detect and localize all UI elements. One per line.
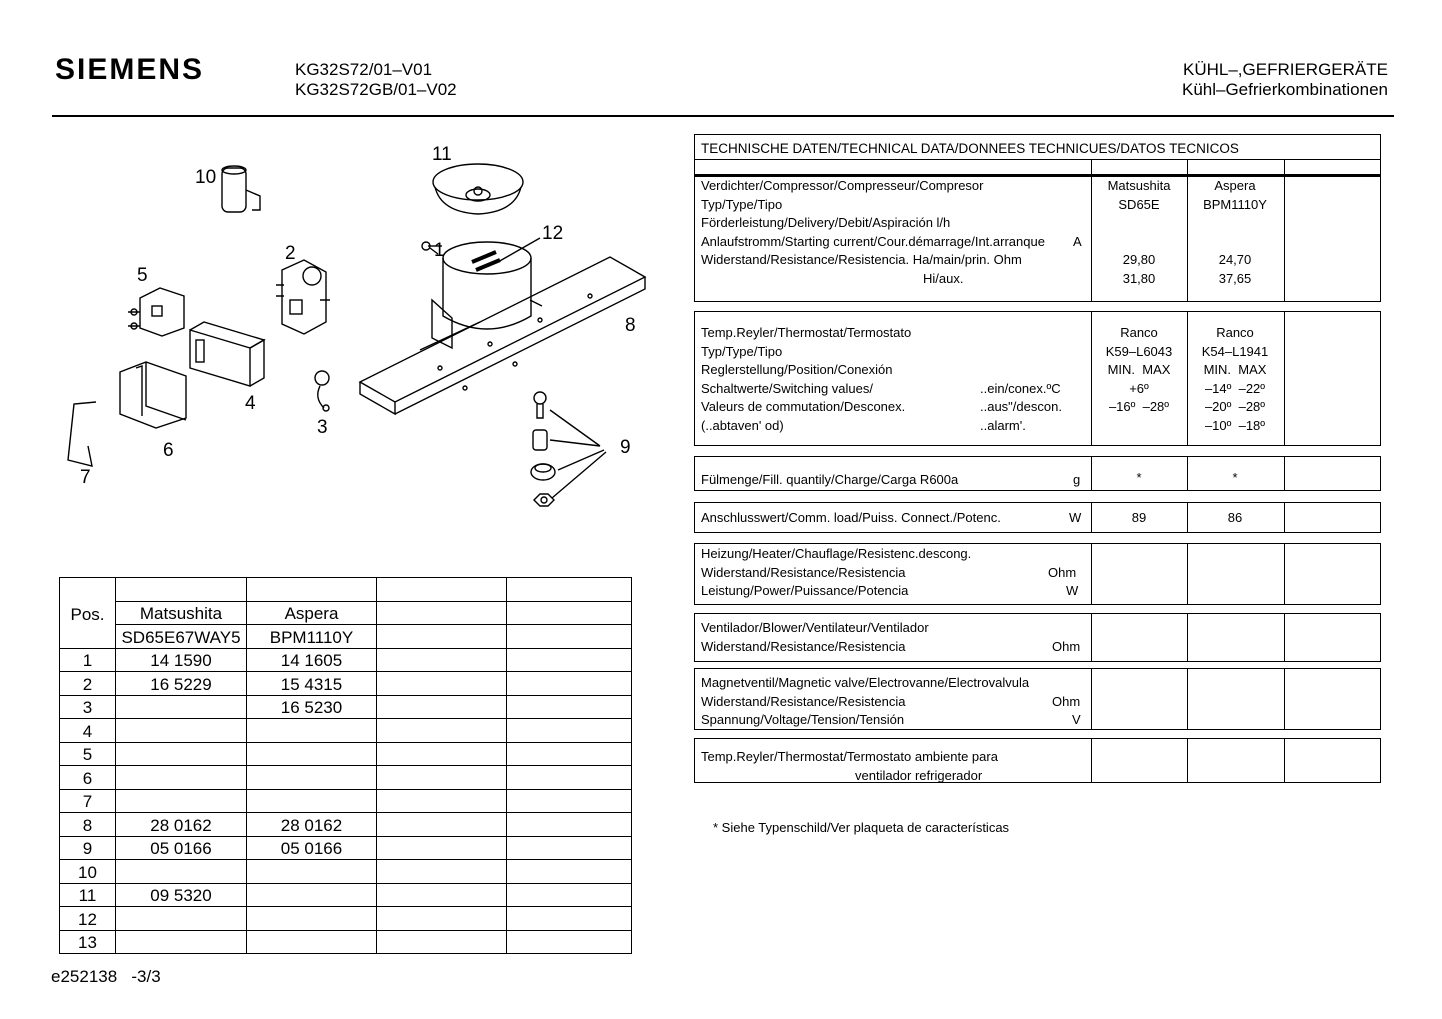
pos-label: Pos.	[60, 601, 116, 625]
thermo-type-label: Typ/Type/Tipo	[701, 343, 783, 359]
parts-brand-row	[60, 601, 632, 625]
resistance-aux-label: Hi/aux.	[923, 270, 964, 286]
parts-rows	[60, 648, 632, 954]
empty-cell	[507, 742, 632, 766]
aspera-part-cell	[247, 719, 377, 743]
empty-cell	[377, 672, 507, 696]
aspera-part-cell	[247, 907, 377, 931]
valve-block	[694, 668, 1381, 730]
pos-cell: 8	[60, 813, 116, 837]
relay-housing-part	[120, 362, 186, 428]
header-spacer	[247, 578, 377, 602]
starting-current-unit: A	[1073, 233, 1082, 249]
pos-cell: 11	[60, 883, 116, 907]
t2-on: –14º –22º	[1204, 380, 1266, 396]
valve-label: Magnetventil/Magnetic valve/Electrovanne/Electrovalvula	[701, 675, 1030, 690]
alarm-label: ..alarm'.	[980, 417, 1026, 433]
aspera-part-cell: 15 4315	[247, 672, 377, 696]
c2-brand: Aspera	[1214, 178, 1256, 193]
empty-cell	[377, 648, 507, 672]
empty-cell	[507, 766, 632, 790]
c1-type: SD65E	[1118, 196, 1160, 212]
header-divider	[52, 115, 1394, 117]
defrost-label: (..abtaven' od)	[701, 417, 784, 433]
t2-brand: Ranco	[1216, 325, 1254, 340]
compressor-label: Verdichter/Compressor/Compresseur/Compresor	[701, 178, 984, 193]
table-row	[60, 813, 632, 837]
callout-7: 7	[80, 467, 91, 488]
empty-cell	[60, 625, 116, 649]
t2-pos: MIN. MAX	[1203, 362, 1267, 377]
c2-type: BPM1110Y	[1203, 196, 1267, 212]
thermostat-block	[694, 311, 1381, 446]
model-1: KG32S72/01–V01	[295, 60, 433, 79]
tech-title-block	[694, 134, 1381, 176]
aspera-part-cell	[247, 860, 377, 884]
model-2: KG32S72GB/01–V02	[295, 80, 457, 99]
empty-cell	[377, 695, 507, 719]
heater-power-unit: W	[1066, 583, 1079, 598]
table-row	[60, 672, 632, 696]
table-row	[60, 883, 632, 907]
matsushita-part-cell: 09 5320	[116, 883, 247, 907]
empty-cell	[377, 836, 507, 860]
empty-cell	[507, 930, 632, 954]
category-title	[1182, 60, 1388, 100]
heater-label: Heizung/Heater/Chauflage/Resistenc.descong.	[701, 546, 972, 561]
thermostat-label: Temp.Reyler/Thermostat/Termostato	[701, 325, 912, 340]
fill-c1: *	[1136, 470, 1142, 485]
heater-resistance-unit: Ohm	[1048, 564, 1077, 580]
load-unit: W	[1069, 510, 1082, 525]
col1-brand: Matsushita	[116, 601, 247, 625]
pos-cell: 5	[60, 742, 116, 766]
empty-cell	[507, 648, 632, 672]
empty-cell	[377, 601, 507, 625]
valve-voltage-label: Spannung/Voltage/Tension/Tensión	[701, 712, 905, 727]
aspera-part-cell	[247, 766, 377, 790]
empty-cell	[507, 601, 632, 625]
fill-unit: g	[1073, 472, 1081, 487]
table-row	[60, 742, 632, 766]
pos-cell: 6	[60, 766, 116, 790]
fastener-set-part	[531, 392, 606, 506]
empty-cell	[377, 719, 507, 743]
delivery-label: Förderleistung/Delivery/Debit/Aspiración l/h	[701, 215, 951, 230]
table-row	[60, 930, 632, 954]
table-row	[60, 648, 632, 672]
matsushita-part-cell	[116, 930, 247, 954]
table-row	[60, 719, 632, 743]
category-1: KÜHL–,GEFRIERGERÄTE	[1183, 60, 1388, 79]
header-spacer	[116, 578, 247, 602]
compressor-block	[694, 176, 1381, 302]
terminal-block-part	[128, 288, 184, 336]
switching-label: Schaltwerte/Switching values/	[701, 380, 873, 396]
matsushita-part-cell	[116, 907, 247, 931]
empty-cell	[377, 766, 507, 790]
switching-off-label: ..aus"/descon.	[980, 399, 1062, 414]
commutation-label: Valeurs de commutation/Desconex.	[701, 399, 906, 414]
matsushita-part-cell	[116, 719, 247, 743]
c2-main: 24,70	[1218, 252, 1252, 267]
empty-cell	[507, 789, 632, 813]
pos-cell: 4	[60, 719, 116, 743]
sensor-part	[315, 371, 329, 411]
aspera-part-cell	[247, 742, 377, 766]
col2-type: BPM1110Y	[247, 625, 377, 649]
type-label: Typ/Type/Tipo	[701, 196, 783, 212]
capacitor-part	[222, 166, 260, 212]
pos-cell: 3	[60, 695, 116, 719]
heater-block	[694, 543, 1381, 605]
parts-header-row	[60, 578, 632, 602]
callout-5: 5	[137, 265, 148, 286]
empty-cell	[507, 719, 632, 743]
empty-cell	[377, 907, 507, 931]
aspera-part-cell: 28 0162	[247, 813, 377, 837]
t1-on: +6º	[1129, 380, 1149, 396]
t2-alarm: –10º –18º	[1204, 417, 1266, 433]
load-label: Anschlusswert/Comm. load/Puiss. Connect./Potenc.	[701, 510, 1001, 525]
mounting-rail-part	[360, 257, 645, 414]
aspera-part-cell	[247, 789, 377, 813]
empty-cell	[507, 860, 632, 884]
resistance-main-label: Widerstand/Resistance/Resistencia. Ha/main/prin. Ohm	[701, 252, 1022, 267]
t2-type: K54–L1941	[1201, 343, 1269, 359]
position-label: Reglerstellung/Position/Conexión	[701, 362, 893, 377]
empty-cell	[377, 883, 507, 907]
load-c1: 89	[1131, 510, 1147, 525]
category-2: Kühl–Gefrierkombinationen	[1181, 80, 1388, 99]
connection-load-block	[694, 502, 1381, 533]
table-row	[60, 907, 632, 931]
matsushita-part-cell	[116, 695, 247, 719]
empty-cell	[507, 695, 632, 719]
callout-11: 11	[432, 144, 452, 165]
starting-current-label: Anlaufstromm/Starting current/Cour.démarrage/Int.arranque	[701, 233, 1045, 249]
valve-voltage-unit: V	[1072, 712, 1081, 727]
pos-cell: 12	[60, 907, 116, 931]
empty-cell	[507, 625, 632, 649]
model-numbers	[295, 60, 457, 100]
pos-cell: 7	[60, 789, 116, 813]
empty-cell	[507, 907, 632, 931]
aspera-part-cell	[247, 930, 377, 954]
pos-cell: 9	[60, 836, 116, 860]
cover-cap-part	[433, 164, 523, 214]
matsushita-part-cell	[116, 860, 247, 884]
empty-cell	[377, 930, 507, 954]
blower-resistance-unit: Ohm	[1052, 638, 1081, 654]
header-spacer	[507, 578, 632, 602]
table-row	[60, 766, 632, 790]
empty-cell	[507, 813, 632, 837]
aspera-part-cell: 14 1605	[247, 648, 377, 672]
matsushita-part-cell	[116, 789, 247, 813]
pos-cell: 13	[60, 930, 116, 954]
blower-label: Ventilador/Blower/Ventilateur/Ventilador	[701, 620, 929, 635]
empty-cell	[377, 789, 507, 813]
starter-relay-part	[276, 260, 330, 334]
aspera-part-cell: 16 5230	[247, 695, 377, 719]
table-row	[60, 836, 632, 860]
t1-pos: MIN. MAX	[1107, 362, 1171, 377]
empty-cell	[507, 883, 632, 907]
callout-6: 6	[163, 440, 174, 461]
col1-type: SD65E67WAY5	[116, 625, 247, 649]
heater-resistance-label: Widerstand/Resistance/Resistencia	[701, 564, 906, 580]
pos-cell: 10	[60, 860, 116, 884]
footnote: * Siehe Typenschild/Ver plaqueta de características	[713, 820, 1010, 835]
matsushita-part-cell	[116, 742, 247, 766]
matsushita-part-cell: 05 0166	[116, 836, 247, 860]
aspera-part-cell	[247, 883, 377, 907]
blower-resistance-label: Widerstand/Resistance/Resistencia	[701, 638, 906, 654]
ambient-label-2: ventilador refrigerador	[855, 767, 983, 783]
exploded-parts-diagram	[50, 135, 650, 535]
ambient-label: Temp.Reyler/Thermostat/Termostato ambiente para	[701, 749, 998, 764]
callout-9: 9	[620, 437, 631, 458]
blower-block	[694, 613, 1381, 662]
pos-header-spacer	[60, 578, 116, 602]
parts-table	[59, 577, 632, 954]
callout-12: 12	[542, 223, 564, 244]
c2-aux: 37,65	[1218, 270, 1252, 286]
empty-cell	[377, 625, 507, 649]
aspera-part-cell: 05 0166	[247, 836, 377, 860]
empty-cell	[507, 836, 632, 860]
table-row	[60, 789, 632, 813]
c1-aux: 31,80	[1122, 270, 1156, 286]
valve-resistance-label: Widerstand/Resistance/Resistencia	[701, 693, 906, 709]
c1-brand: Matsushita	[1107, 178, 1171, 193]
pos-cell: 1	[60, 648, 116, 672]
table-row	[60, 860, 632, 884]
matsushita-part-cell	[116, 766, 247, 790]
clip-part	[68, 402, 96, 466]
t2-off: –20º –28º	[1204, 399, 1266, 414]
fill-c2: *	[1232, 470, 1238, 485]
ambient-thermostat-block	[694, 738, 1381, 783]
fill-quantity-block	[694, 456, 1381, 491]
c1-main: 29,80	[1122, 252, 1156, 267]
empty-cell	[377, 860, 507, 884]
switching-on-label: ..ein/conex.ºC	[980, 380, 1061, 396]
callout-1: 1	[434, 240, 445, 261]
empty-cell	[377, 742, 507, 766]
valve-resistance-unit: Ohm	[1052, 693, 1081, 709]
tech-title: TECHNISCHE DATEN/TECHNICAL DATA/DONNEES TECHNICUES/DATOS TECNICOS	[701, 141, 1239, 156]
thermostat-part	[190, 322, 264, 386]
callout-leader-12	[498, 238, 540, 262]
parts-type-row	[60, 625, 632, 649]
document-code: e252138 -3/3	[51, 967, 161, 986]
header-spacer	[377, 578, 507, 602]
callout-4: 4	[245, 393, 256, 414]
empty-cell	[507, 672, 632, 696]
empty-cell	[377, 813, 507, 837]
matsushita-part-cell: 28 0162	[116, 813, 247, 837]
callout-2: 2	[285, 243, 296, 264]
heater-power-label: Leistung/Power/Puissance/Potencia	[701, 583, 909, 598]
matsushita-part-cell: 14 1590	[116, 648, 247, 672]
load-c2: 86	[1227, 510, 1243, 525]
t1-type: K59–L6043	[1105, 343, 1173, 359]
callout-10: 10	[195, 167, 217, 188]
callout-3: 3	[317, 417, 328, 438]
fill-label: Fülmenge/Fill. quantily/Charge/Carga R600a	[701, 472, 959, 487]
matsushita-part-cell: 16 5229	[116, 672, 247, 696]
siemens-logo: SIEMENS	[55, 53, 205, 86]
t1-off: –16º –28º	[1108, 399, 1170, 414]
callout-8: 8	[625, 315, 636, 336]
col2-brand: Aspera	[247, 601, 377, 625]
t1-brand: Ranco	[1120, 325, 1158, 340]
pos-cell: 2	[60, 672, 116, 696]
table-row	[60, 695, 632, 719]
